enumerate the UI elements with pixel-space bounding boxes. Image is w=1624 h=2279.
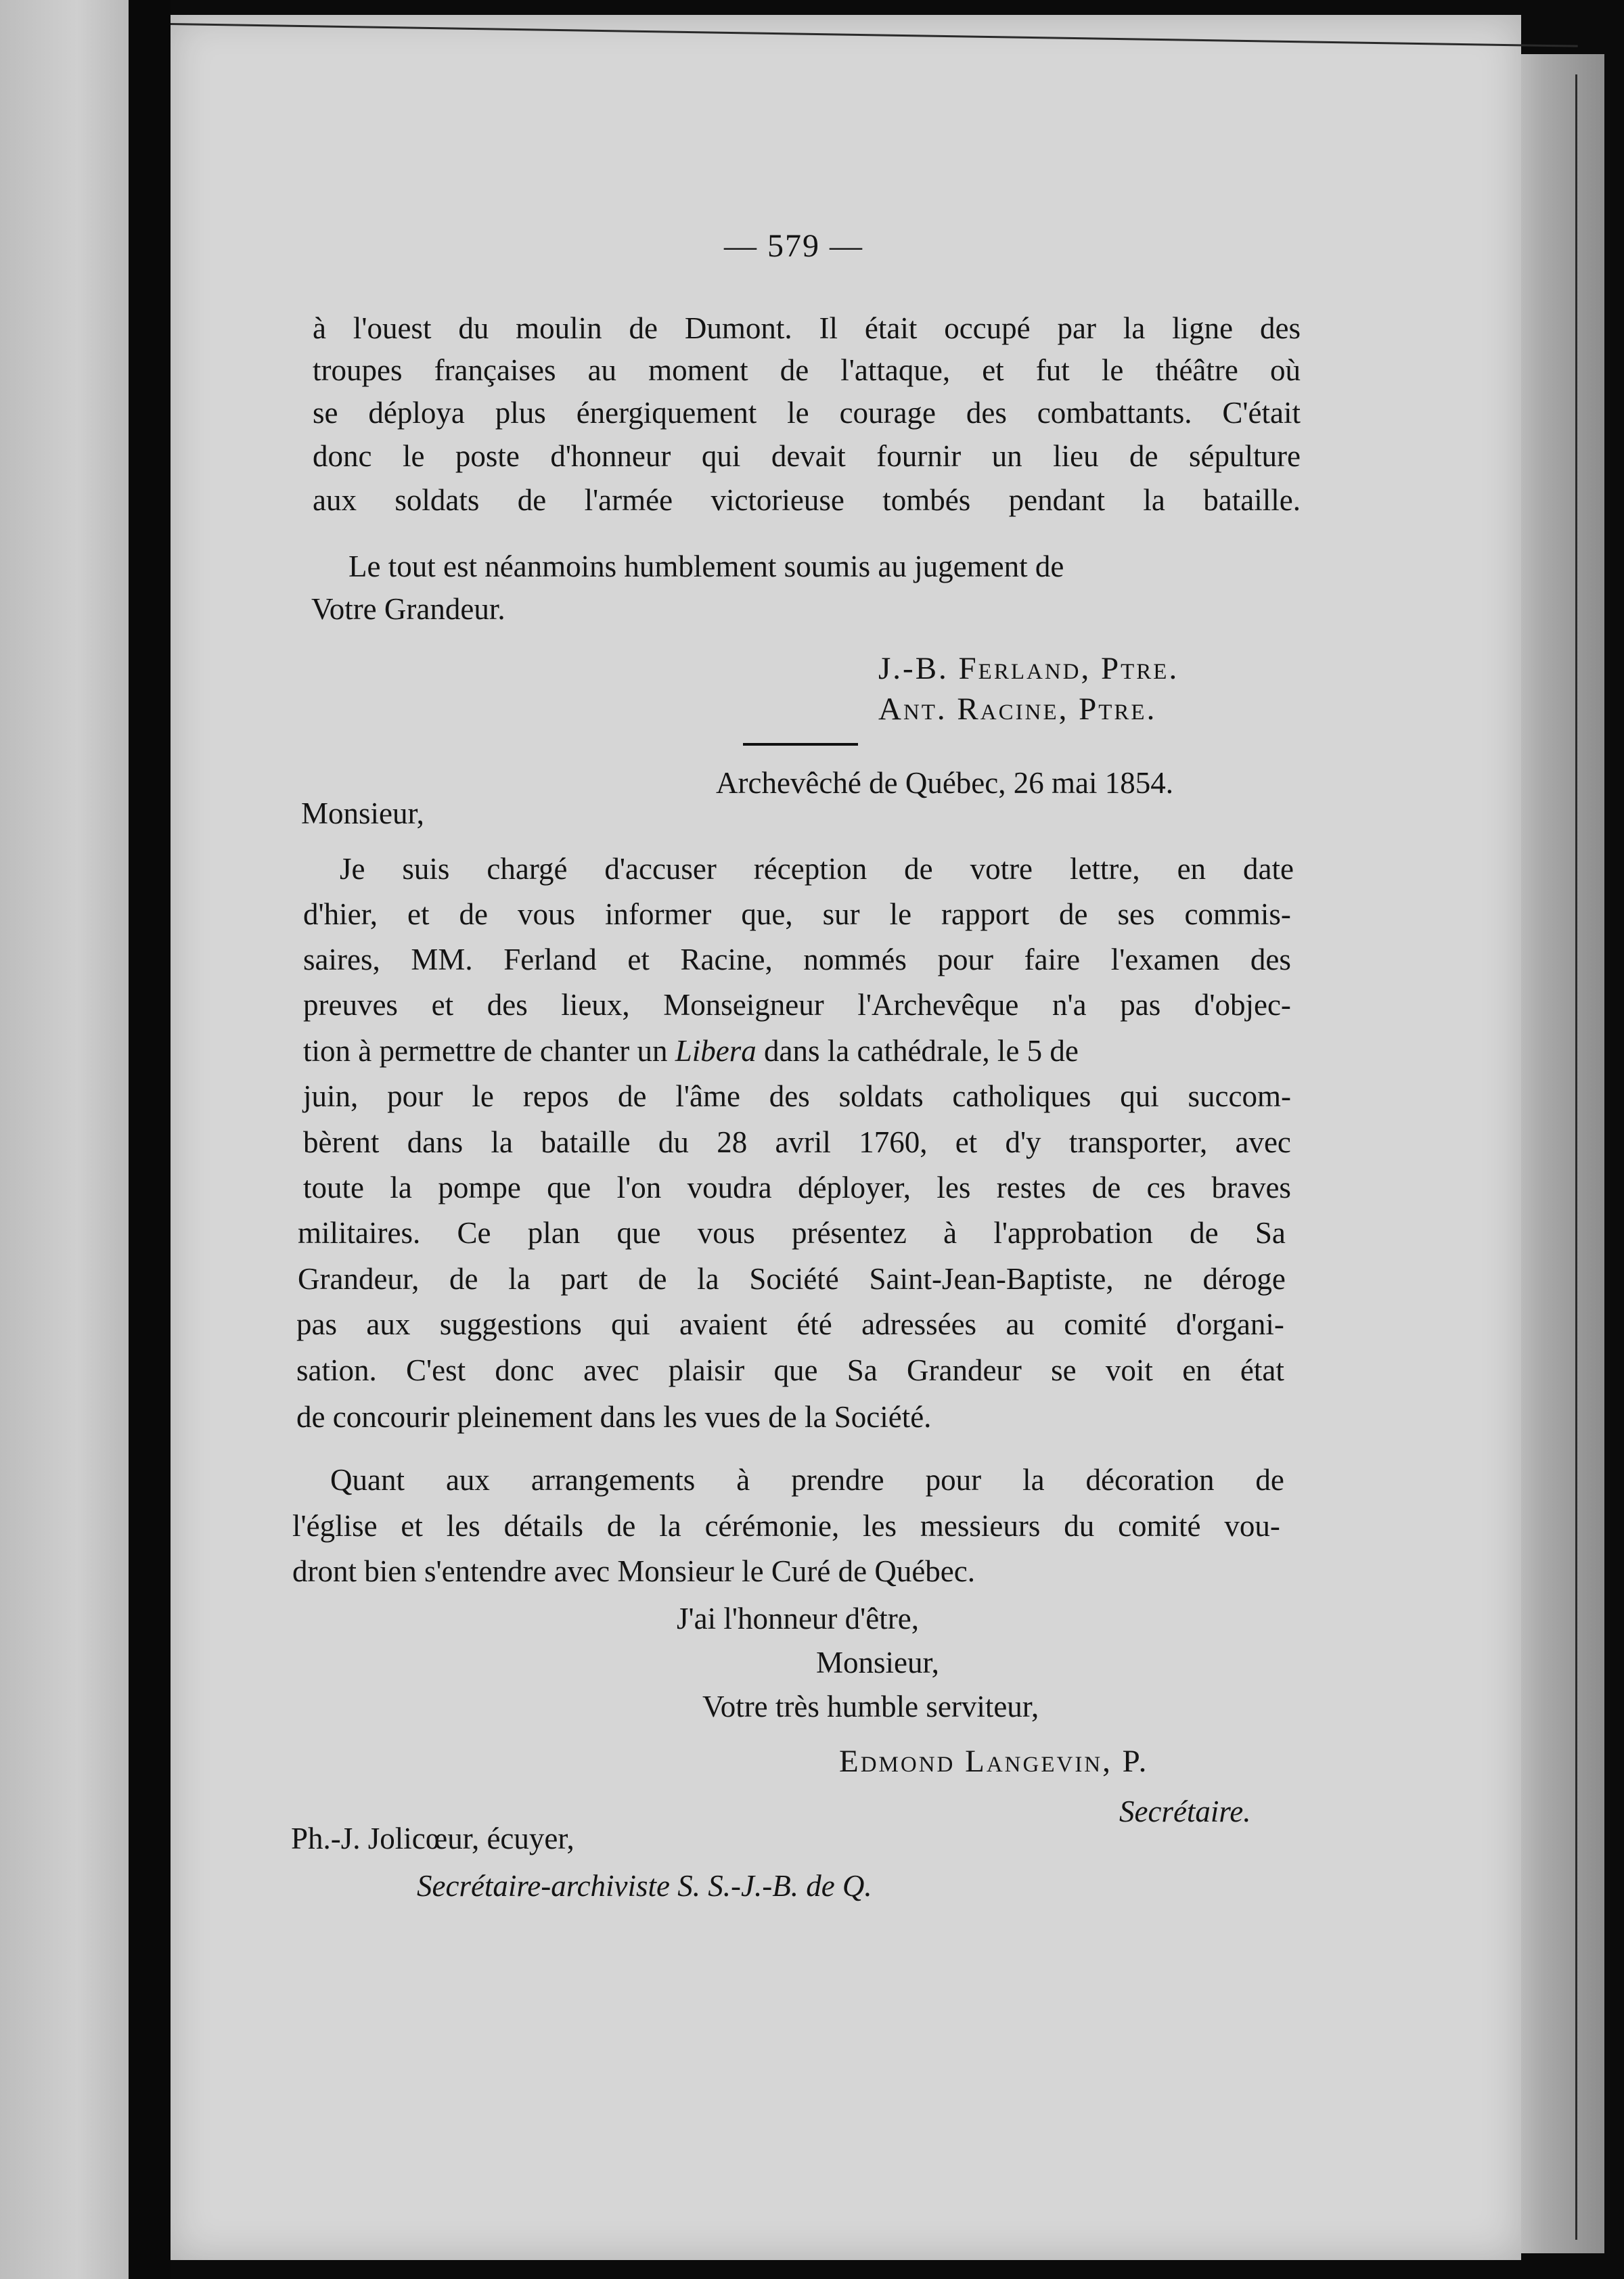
section-divider-rule (743, 743, 858, 746)
paragraph2-line-2: Votre Grandeur. (311, 592, 505, 626)
letter-salutation: Monsieur, (301, 796, 424, 830)
book-binding-shadow (129, 0, 171, 2279)
signature-ferland: J.-B. Ferland, Ptre. (878, 651, 1179, 686)
paragraph1-line-2: troupes françaises au moment de l'attaque, et fut le théâtre où (313, 353, 1301, 387)
letter-body1-line-12: sation. C'est donc avec plaisir que Sa Grandeur se voit en état (296, 1353, 1284, 1387)
letter-body1-line-3: saires, MM. Ferland et Racine, nommés pour faire l'examen des (303, 943, 1291, 976)
letter-body1-line-5: tion à permettre de chanter un Libera dans la cathédrale, le 5 de (303, 1034, 1079, 1068)
letter-body2-line-3: dront bien s'entendre avec Monsieur le Curé de Québec. (292, 1554, 975, 1588)
libera-italic: Libera (675, 1034, 757, 1068)
signature-title: Secrétaire. (1119, 1795, 1251, 1828)
paragraph2-line-1: Le tout est néanmoins humblement soumis au jugement de (348, 549, 1064, 583)
page-number: — 579 — (724, 228, 863, 264)
addressee-title: Secrétaire-archiviste S. S.-J.-B. de Q. (417, 1869, 872, 1903)
paragraph1-line-4: donc le poste d'honneur qui devait fournir un lieu de sépulture (313, 439, 1301, 473)
letter-body2-line-2: l'église et les détails de la cérémonie, les messieurs du comité vou- (292, 1509, 1280, 1543)
signature-racine: Ant. Racine, Ptre. (878, 692, 1157, 727)
addressee-name: Ph.-J. Jolicœur, écuyer, (291, 1822, 574, 1855)
letter-body1-line-7: bèrent dans la bataille du 28 avril 1760, et d'y transporter, avec (303, 1125, 1291, 1159)
signature-langevin: Edmond Langevin, P. (839, 1744, 1149, 1779)
closing-line-1: J'ai l'honneur d'être, (677, 1602, 919, 1635)
paragraph1-line-5: aux soldats de l'armée victorieuse tombés pendant la bataille. (313, 483, 1301, 517)
adjacent-page-sliver (0, 0, 129, 2279)
paragraph1-line-1: à l'ouest du moulin de Dumont. Il était occupé par la ligne des (313, 311, 1301, 345)
page-right-edge (1575, 74, 1577, 2240)
paragraph1-line-3: se déploya plus énergiquement le courage des combattants. C'était (313, 396, 1301, 430)
letter-body1-line-2: d'hier, et de vous informer que, sur le rapport de ses commis- (303, 897, 1291, 931)
letter-body1-line-11: pas aux suggestions qui avaient été adressées au comité d'organi- (296, 1307, 1284, 1341)
letter-body1-line-4: preuves et des lieux, Monseigneur l'Archevêque n'a pas d'objec- (303, 988, 1291, 1022)
letter-dateline: Archevêché de Québec, 26 mai 1854. (716, 766, 1173, 800)
letter-body1-line-8: toute la pompe que l'on voudra déployer, les restes de ces braves (303, 1171, 1291, 1204)
letter-body1-line-9: militaires. Ce plan que vous présentez à l'approbation de Sa (298, 1216, 1286, 1250)
letter-body1-line-10: Grandeur, de la part de la Société Saint-Jean-Baptiste, ne déroge (298, 1262, 1286, 1296)
closing-line-3: Votre très humble serviteur, (702, 1690, 1039, 1723)
letter-body2-line-1: Quant aux arrangements à prendre pour la décoration de (330, 1463, 1284, 1497)
letter-body1-line-6: juin, pour le repos de l'âme des soldats catholiques qui succom- (303, 1079, 1291, 1113)
closing-line-2: Monsieur, (816, 1646, 939, 1679)
letter-body1-line-13: de concourir pleinement dans les vues de la Société. (296, 1400, 932, 1434)
letter-body1-line-1: Je suis chargé d'accuser réception de votre lettre, en date (340, 852, 1294, 886)
